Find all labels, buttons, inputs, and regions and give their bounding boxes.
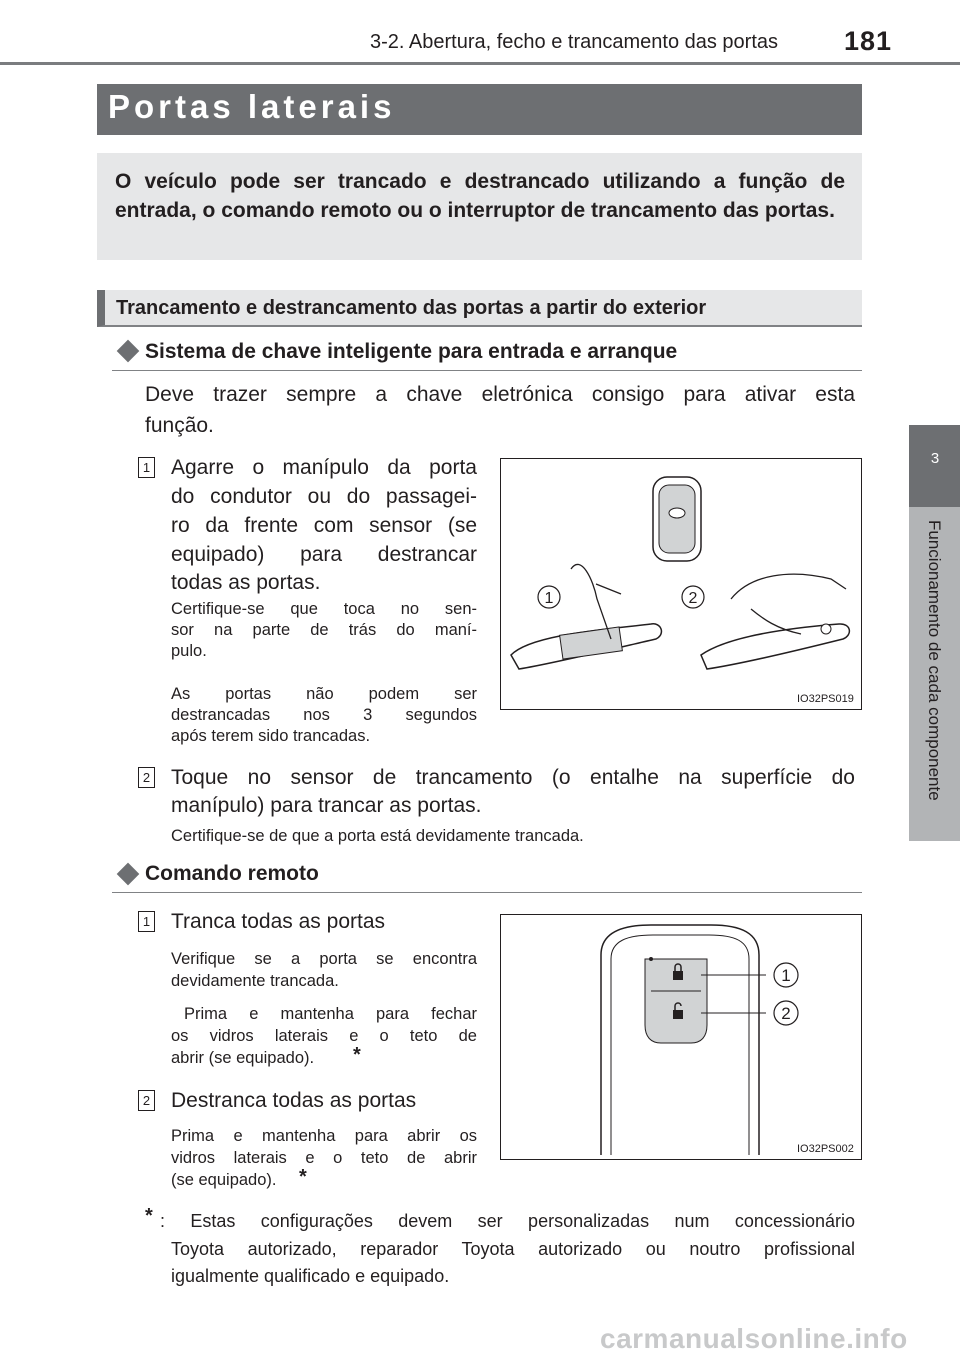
figure1-callout-2: 2 bbox=[688, 590, 698, 607]
door-handle-illustration bbox=[501, 459, 861, 709]
smart-key-heading: Sistema de chave inteligente para entrada e arranque bbox=[145, 340, 678, 363]
step2-note: Certifique-se de que a porta está devidamente trancada. bbox=[171, 827, 584, 845]
chapter-tab-number: 3 bbox=[930, 450, 940, 467]
remote-item2-note-line3: (se equipado). bbox=[171, 1171, 277, 1189]
remote-item1-note2-line1: Prima e mantenha para fechar bbox=[184, 1005, 477, 1023]
remote-item1-note1-line2: devidamente trancada. bbox=[171, 972, 339, 990]
door-handle-figure bbox=[500, 458, 862, 710]
step1-line1: Agarre o manípulo da porta bbox=[171, 456, 477, 479]
figure2-callout-1: 1 bbox=[781, 966, 791, 985]
step-number-2: 2 bbox=[138, 767, 155, 788]
header-rule bbox=[0, 62, 960, 65]
remote-item2-asterisk: * bbox=[299, 1166, 307, 1188]
right-door-handle-icon bbox=[701, 574, 849, 669]
remote-heading: Comando remoto bbox=[145, 862, 319, 885]
remote-number-2: 2 bbox=[138, 1090, 155, 1111]
page-title: Portas laterais bbox=[108, 88, 396, 125]
remote-item2-title: Destranca todas as portas bbox=[171, 1089, 417, 1112]
remote-rule bbox=[112, 892, 862, 893]
remote-number-1: 1 bbox=[138, 911, 155, 932]
callout-1-icon bbox=[774, 963, 798, 987]
smart-key-rule bbox=[112, 370, 862, 371]
step1-note2-line2: destrancadas nos 3 segundos bbox=[171, 706, 477, 724]
figure1-code: IO32PS019 bbox=[797, 693, 854, 705]
remote-key-icon bbox=[601, 925, 759, 1155]
step1-note1-line2: sor na parte de trás do maní- bbox=[171, 621, 477, 639]
step-number-1: 1 bbox=[138, 457, 155, 478]
remote-item1-note1-line1: Verifique se a porta se encontra bbox=[171, 950, 477, 968]
step1-note1-line1: Certifique-se que toca no sen- bbox=[171, 600, 477, 618]
footnote-line2: Toyota autorizado, reparador Toyota autorizado ou noutro profissional bbox=[171, 1239, 855, 1259]
step2-line1: Toque no sensor de trancamento (o entalhe na superfície do bbox=[171, 766, 855, 789]
watermark: carmanualsonline.info bbox=[600, 1323, 908, 1354]
callout-1-icon bbox=[538, 586, 560, 608]
smart-key-lead-line2: função. bbox=[145, 414, 214, 437]
step1-line2: do condutor ou do passagei- bbox=[171, 485, 477, 508]
figure2-code: IO32PS002 bbox=[797, 1143, 854, 1155]
intro-box bbox=[97, 153, 862, 260]
figure2-callout-2: 2 bbox=[781, 1004, 791, 1023]
step1-line3: ro da frente com sensor (se bbox=[171, 514, 477, 537]
step1-line4: equipado) para destrancar bbox=[171, 543, 477, 566]
figure1-callout-1: 1 bbox=[544, 590, 554, 607]
step1-line5: todas as portas. bbox=[171, 571, 321, 594]
remote-item1-note2-line2: os vidros laterais e o teto de bbox=[171, 1027, 477, 1045]
step2-line2: manípulo) para trancar as portas. bbox=[171, 794, 482, 817]
remote-key-illustration bbox=[501, 915, 861, 1159]
step1-note2-line1: As portas não podem ser bbox=[171, 685, 477, 703]
page-number: 181 bbox=[844, 26, 893, 56]
footnote-line1: : Estas configurações devem ser personalizadas num concessionário bbox=[160, 1211, 855, 1231]
smart-key-lead-line1: Deve trazer sempre a chave eletrónica consigo para ativar esta bbox=[145, 383, 855, 406]
smart-key-icon bbox=[653, 477, 701, 561]
callout-2-icon bbox=[774, 1001, 798, 1025]
remote-item2-note-line2: vidros laterais e o teto de abrir bbox=[171, 1149, 477, 1167]
chapter-tab-label: Funcionamento de cada componente bbox=[925, 520, 944, 801]
running-header: 3-2. Abertura, fecho e trancamento das portas bbox=[370, 31, 779, 53]
remote-item2-note-line1: Prima e mantenha para abrir os bbox=[171, 1127, 477, 1145]
diamond-bullet-icon bbox=[117, 863, 140, 886]
callout-2-icon bbox=[682, 586, 704, 608]
remote-item1-note2-line3: abrir (se equipado). bbox=[171, 1049, 315, 1067]
section-heading-text: Trancamento e destrancamento das portas a partir do exterior bbox=[116, 297, 707, 319]
intro-text: O veículo pode ser trancado e destrancado utilizando a função de entrada, o comando remoto ou o interruptor de trancamento das portas. bbox=[115, 170, 845, 222]
step1-note1-line3: pulo. bbox=[171, 642, 207, 660]
remote-item1-title: Tranca todas as portas bbox=[171, 910, 385, 933]
step1-note2-line3: após terem sido trancadas. bbox=[171, 727, 371, 745]
section-heading bbox=[97, 290, 862, 327]
remote-key-figure bbox=[500, 914, 862, 1160]
diamond-bullet-icon bbox=[117, 340, 140, 363]
remote-item1-asterisk: * bbox=[353, 1044, 361, 1066]
left-door-handle-icon bbox=[511, 564, 661, 669]
footnote-line3: igualmente qualificado e equipado. bbox=[171, 1266, 450, 1286]
footnote-marker: * bbox=[145, 1205, 153, 1227]
